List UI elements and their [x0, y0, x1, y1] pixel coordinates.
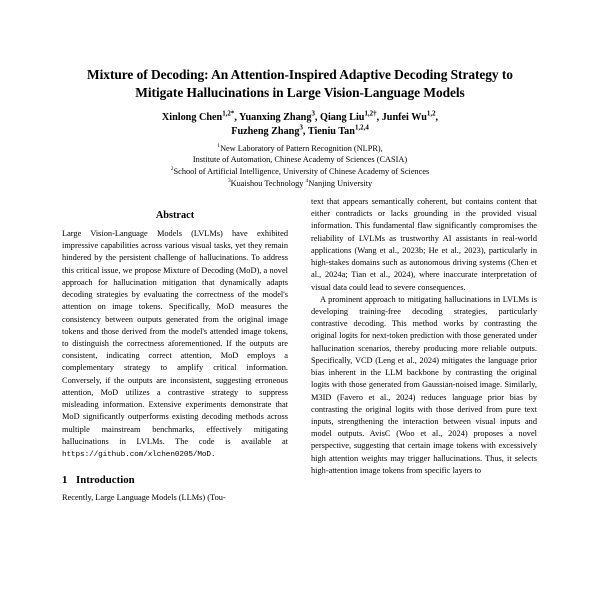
section-title: Introduction [76, 474, 135, 487]
affiliation-marker: 4 [305, 178, 309, 185]
author-name: Tieniu Tan [307, 126, 355, 138]
author-name: Junfei Wu [381, 111, 427, 123]
affiliation-text: Nanjing University [308, 178, 373, 188]
left-column [62, 196, 288, 600]
author-line-1: Xinlong Chen$^{1,2*}$, Yuanxing Zhang$^3$, Qiang Liu$^{1,2\dagger}$, Junfei Wu$^{1,2}$, [161, 110, 439, 123]
author-affiliation-marker: 3 [299, 124, 303, 132]
author-affiliation-marker: 3 [311, 110, 315, 118]
code-url-link[interactable]: https://github.com/xlchen0205/MoD. [62, 450, 216, 459]
author-affiliation-marker: 1,2,4 [354, 124, 369, 132]
affiliation-line [62, 178, 538, 190]
abstract-paragraph [62, 228, 288, 461]
affiliation-line [62, 154, 538, 166]
affiliation-marker: 1 [217, 142, 221, 149]
author-line-2: Fuzheng Zhang$^3$, Tieniu Tan$^{1,2,4}$ [231, 124, 369, 138]
page-title: Mixture of Decoding: An Attention-Inspired Adaptive Decoding Strategy to Mitigate Hallucinations in Large Vision-Language Models [87, 67, 513, 100]
author-name: Xinlong Chen [161, 111, 223, 123]
author-name: Yuanxing Zhang [239, 111, 312, 123]
affiliation-line [62, 143, 538, 155]
right-column-paragraph-1: text that appears semantically coherent, but contains content that either contradicts or lacks grounding in the provided visual information. This fundamental flaw significantly compromises the reliability of LVLMs as trustworthy AI assistants in real-world applications (Wang et al., 2023b; He et al., 2023), particularly in high-stakes domains such as autonomous driving systems (Chen et al., 2024a; Tian et al., 2024), where inaccurate interpretation of visual data could lead to severe consequences. [311, 197, 537, 292]
author-list [62, 111, 538, 140]
affiliation-marker: 2 [170, 166, 174, 173]
affiliation-line [62, 166, 538, 178]
author-affiliation-marker: 1,2* [222, 110, 235, 118]
author-name: Fuzheng Zhang [231, 126, 300, 138]
right-column-paragraph-2: A prominent approach to mitigating hallucinations in LVLMs is developing training-free decoding strategies, particularly contrastive decoding. This method works by contrasting the original logits for next-token prediction with those generated under hallucination scenarios, thereby producing more reliable outputs. Specifically, VCD (Leng et al., 2024) mitigates the language prior bias inherent in the LLM backbone by contrasting the original logits with those generated from Gaussian-noised image. Similarly, M3ID (Favero et al., 2024) reduces language prior bias by contrasting the original logits with those derived from pure text inputs, strengthening the interaction between visual inputs and model outputs. AvisC (Woo et al., 2024) proposes a novel perspective, suggesting that certain image tokens with excessively high attention weights may trigger hallucinations. Thus, it selects high-attention image tokens from specific layers to [311, 294, 537, 475]
affiliation-list [62, 143, 538, 190]
affiliation-text: Kuaishou Technology [230, 178, 304, 188]
section-number: 1 [62, 474, 68, 487]
abstract-body: Large Vision-Language Models (LVLMs) have exhibited impressive capabilities across various visual tasks, yet they remain hindered by the persistent challenge of hallucinations. To address this critical issue, we propose Mixture of Decoding (MoD), a novel approach for hallucination mitigation that dynamically adapts decoding strategies by evaluating the correctness of the model's attention on image tokens. Specifically, MoD measures the consistency between outputs generated from the original image tokens and those derived from the model's attended image tokens, to distinguish the correctness aforementioned. If the outputs are consistent, indicating correct attention, MoD employs a complementary strategy to amplify critical information. Conversely, if the outputs are inconsistent, suggesting erroneous attention, MoD utilizes a contrastive strategy to suppress misleading information. Extensive experiments demonstrate that MoD significantly outperforms existing decoding methods across multiple mainstream benchmarks, effectively mitigating hallucinations in LVLMs. The code is available at [62, 229, 288, 446]
affiliation-text: Institute of Automation, Chinese Academy of Sciences (CASIA) [192, 155, 408, 165]
author-affiliation-marker: 1,2† [364, 110, 377, 118]
affiliation-marker: 3 [227, 178, 231, 185]
affiliation-text: New Laboratory of Pattern Recognition (NLPR), [220, 143, 383, 153]
author-name: Qiang Liu [320, 111, 365, 123]
affiliation-text: School of Artificial Intelligence, University of Chinese Academy of Sciences [173, 167, 430, 177]
introduction-paragraph: Recently, Large Language Models (LLMs) (Tou- [62, 493, 226, 503]
body-columns [0, 196, 600, 600]
abstract-heading: Abstract [155, 210, 195, 221]
author-affiliation-marker: 1,2 [426, 110, 436, 118]
right-column [311, 196, 537, 600]
title-block [0, 0, 600, 190]
section-heading-introduction [62, 474, 288, 486]
